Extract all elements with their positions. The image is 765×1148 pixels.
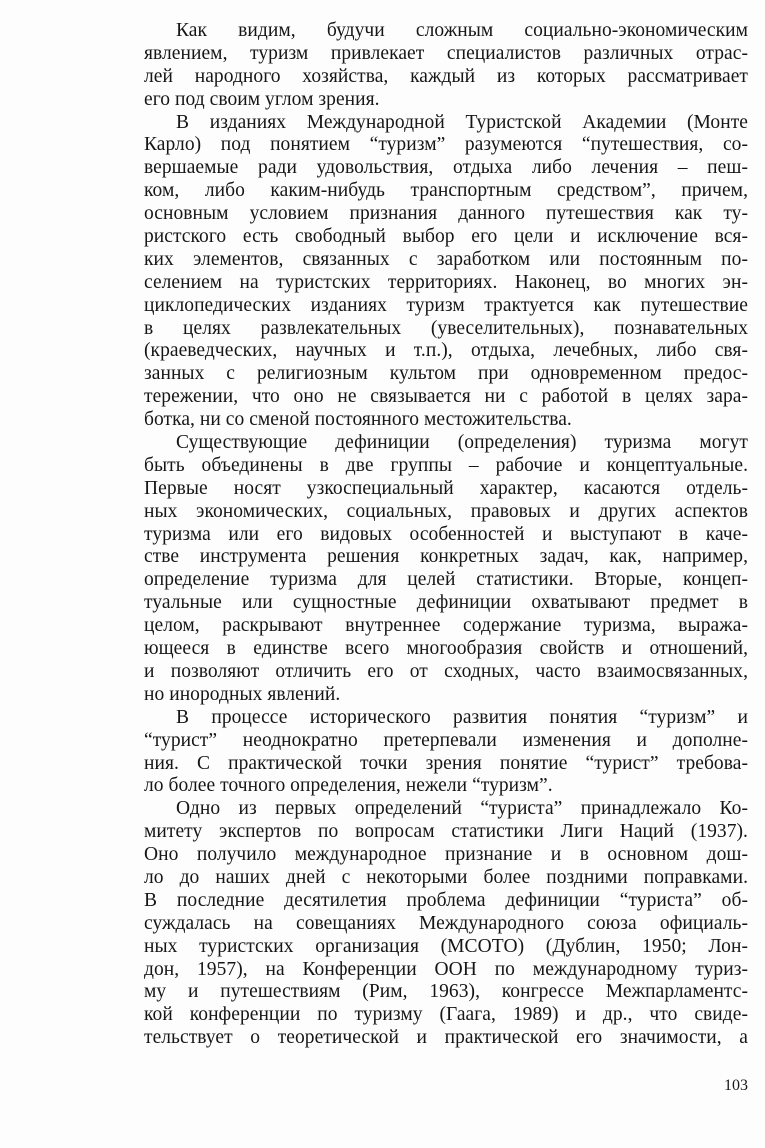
paragraph-2-line: ристского есть свободный выбор его цели и исключение вся- xyxy=(144,226,748,248)
paragraph-2-line: Карло) под понятием “туризм” разумеются “путешествия, со- xyxy=(144,134,748,156)
paragraph-3-line: туальные или сущностные дефиниции охватывают предмет в xyxy=(144,592,748,614)
paragraph-4-line: В процессе исторического развития понятия “туризм” и xyxy=(176,706,748,728)
paragraph-3-line: ных экономических, социальных, правовых и других аспектов xyxy=(144,500,748,522)
paragraph-3-line: быть объединены в две группы – рабочие и концептуальные. xyxy=(144,454,748,476)
paragraph-5-line: тельствует о теоретической и практической его значимости, а xyxy=(144,1027,748,1049)
paragraph-3-line: и позволяют отличить его от сходных, часто взаимосвязанных, xyxy=(144,660,748,682)
paragraph-2-line: циклопедических изданиях туризм трактуется как путешествие xyxy=(144,294,748,316)
paragraph-2-line: занных с религиозным культом при одновременном предос- xyxy=(144,363,748,385)
page-number: 103 xyxy=(724,1077,748,1094)
paragraph-2-line: тережении, что оно не связывается ни с работой в целях зара- xyxy=(144,386,748,408)
paragraph-3-line: Первые носят узкоспециальный характер, касаются отдель- xyxy=(144,477,748,499)
paragraph-2-line: (краеведческих, научных и т.п.), отдыха, лечебных, либо свя- xyxy=(144,340,748,362)
paragraph-5-line: ных туристских организация (МСОТО) (Дублин, 1950; Лон- xyxy=(144,935,748,957)
paragraph-5-line: кой конференции по туризму (Гаага, 1989) и др., что свиде- xyxy=(144,1004,748,1026)
paragraph-5-line: Одно из первых определений “туриста” принадлежало Ко- xyxy=(176,798,748,820)
paragraph-5-line: Оно получило международное признание и в основном дош- xyxy=(144,844,748,866)
paragraph-4-line: ло более точного определения, нежели “туризм”. xyxy=(144,775,553,797)
paragraph-3-line: стве инструмента решения конкретных задач, как, например, xyxy=(144,546,748,568)
paragraph-1-line: его под своим углом зрения. xyxy=(144,88,380,110)
paragraph-5-line: му и путешествиям (Рим, 1963), конгрессе Межпарламентс- xyxy=(144,981,748,1003)
paragraph-2-line: В изданиях Международной Туристской Академии (Монте xyxy=(176,111,748,133)
paragraph-2-line: ком, либо каким-нибудь транспортным средством”, причем, xyxy=(144,180,748,202)
paragraph-2-line: вершаемые ради удовольствия, отдыха либо лечения – пеш- xyxy=(144,157,748,179)
paragraph-3-line: но инородных явлений. xyxy=(144,683,341,705)
paragraph-3-line: определение туризма для целей статистики. Вторые, концеп- xyxy=(144,569,748,591)
paragraph-5-line: митету экспертов по вопросам статистики Лиги Наций (1937). xyxy=(144,821,748,843)
paragraph-1-line: лей народного хозяйства, каждый из которых рассматривает xyxy=(144,65,748,87)
paragraph-2-line: селением на туристских территориях. Наконец, во многих эн- xyxy=(144,271,748,293)
paragraph-2-line: в целях развлекательных (увеселительных), познавательных xyxy=(144,317,748,339)
paragraph-3-line: Существующие дефиниции (определения) туризма могут xyxy=(176,432,748,454)
paragraph-4-line: ния. С практической точки зрения понятие “турист” требова- xyxy=(144,752,748,774)
paragraph-2-line: ботка, ни со сменой постоянного местожительства. xyxy=(144,409,572,431)
paragraph-3-line: туризма или его видовых особенностей и выступают в каче- xyxy=(144,523,748,545)
paragraph-3-line: целом, раскрывают внутреннее содержание туризма, выража- xyxy=(144,615,748,637)
paragraph-3-line: ющееся в единстве всего многообразия свойств и отношений, xyxy=(144,638,748,660)
paragraph-1-line: явлением, туризм привлекает специалистов различных отрас- xyxy=(144,42,748,64)
paragraph-2-line: основным условием признания данного путешествия как ту- xyxy=(144,203,748,225)
paragraph-1-line: Как видим, будучи сложным социально-экономическим xyxy=(176,20,748,41)
paragraph-5-line: В последние десятилетия проблема дефиниции “туриста” об- xyxy=(144,889,748,911)
paragraph-2-line: ких элементов, связанных с заработком или постоянным по- xyxy=(144,248,748,270)
paragraph-5-line: дон, 1957), на Конференции ООН по международному туриз- xyxy=(144,958,748,980)
paragraph-5-line: суждалась на совещаниях Международного союза официаль- xyxy=(144,912,748,934)
body-text xyxy=(144,20,748,1050)
paragraph-5-line: ло до наших дней с некоторыми более поздними поправками. xyxy=(144,866,748,888)
paragraph-4-line: “турист” неоднократно претерпевали изменения и дополне- xyxy=(144,729,748,751)
